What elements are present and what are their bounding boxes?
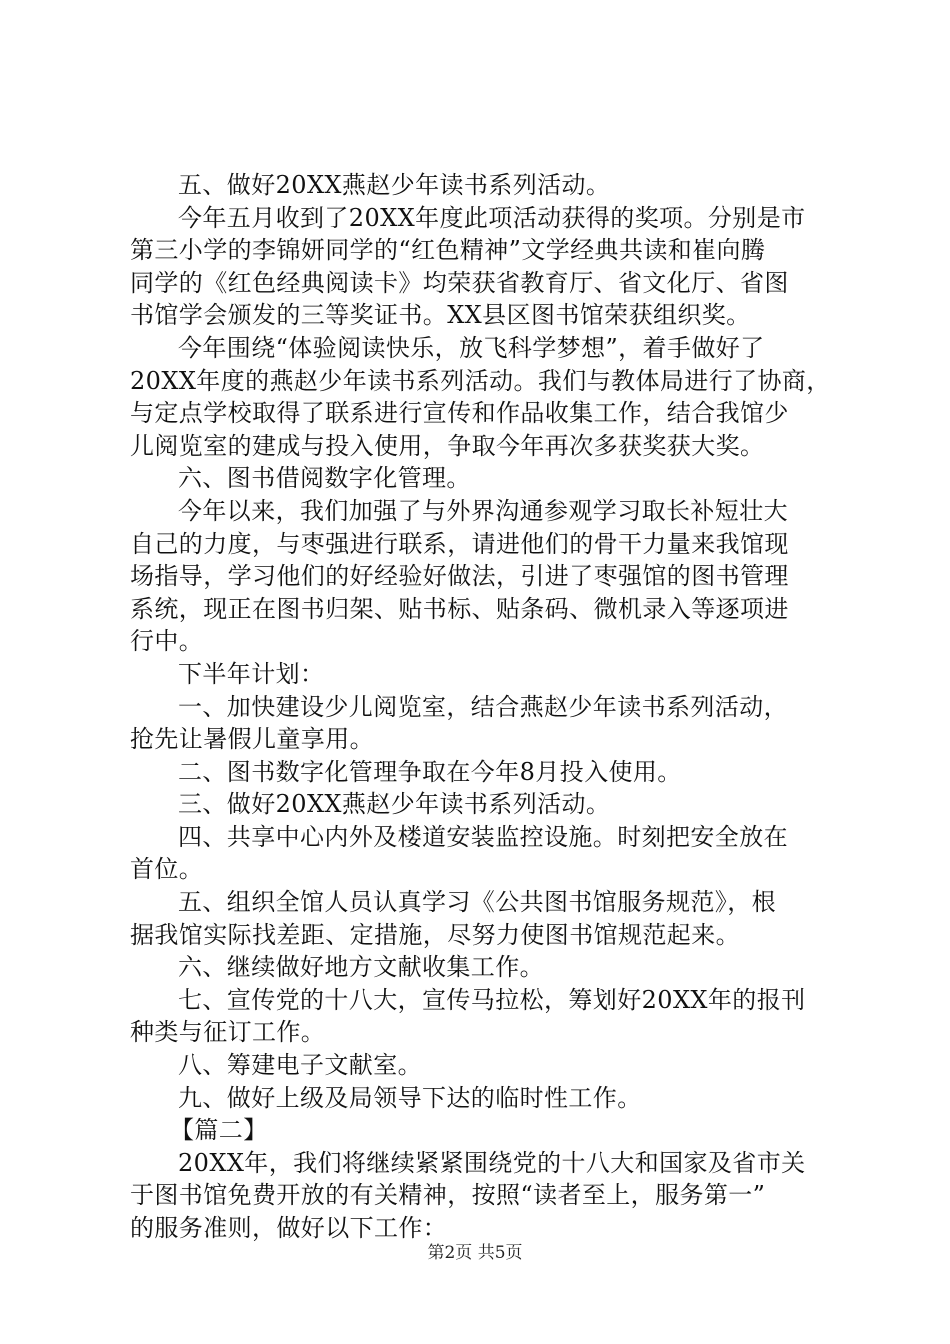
section-heading: 【篇二】: [170, 1116, 268, 1145]
text-line: 二、图书数字化管理争取在今年8月投入使用。: [178, 757, 682, 786]
text-line: 据我馆实际找差距、定措施，尽努力使图书馆规范起来。: [130, 920, 740, 949]
text-line: 系统，现正在图书归架、贴书标、贴条码、微机录入等逐项进: [130, 594, 789, 623]
text-line: 儿阅览室的建成与投入使用，争取今年再次多获奖获大奖。: [130, 431, 765, 460]
text-line: 20XX年，我们将继续紧紧围绕党的十八大和国家及省市关: [178, 1148, 806, 1177]
text-line: 今年围绕“体验阅读快乐，放飞科学梦想”，着手做好了: [178, 333, 765, 362]
text-line: 与定点学校取得了联系进行宣传和作品收集工作，结合我馆少: [130, 399, 789, 428]
text-line: 场指导，学习他们的好经验好做法，引进了枣强馆的图书管理: [130, 562, 789, 591]
text-line: 下半年计划：: [178, 659, 325, 688]
text-line: 八、筹建电子文献室。: [178, 1051, 422, 1080]
text-line: 于图书馆免费开放的有关精神，按照“读者至上，服务第一”: [130, 1181, 766, 1210]
text-line: 第三小学的李锦妍同学的“红色精神”文学经典共读和崔向腾: [130, 236, 766, 265]
text-line: 六、图书借阅数字化管理。: [178, 464, 471, 493]
text-line: 的服务准则，做好以下工作：: [130, 1214, 448, 1242]
text-line: 20XX年度的燕赵少年读书系列活动。我们与教体局进行了协商，: [130, 366, 831, 395]
text-line: 种类与征订工作。: [130, 1018, 326, 1047]
text-line: 四、共享中心内外及楼道安装监控设施。时刻把安全放在: [178, 822, 788, 851]
text-line: 今年以来，我们加强了与外界沟通参观学习取长补短壮大: [178, 496, 788, 525]
document-body: [130, 169, 830, 1245]
page-number-footer: 第2页 共5页: [427, 1243, 523, 1263]
text-line: 书馆学会颁发的三等奖证书。XX县区图书馆荣获组织奖。: [130, 301, 751, 330]
text-line: 五、组织全馆人员认真学习《公共图书馆服务规范》，根: [178, 888, 776, 917]
text-line: 首位。: [130, 855, 204, 884]
text-line: 七、宣传党的十八大，宣传马拉松，筹划好20XX年的报刊: [178, 985, 806, 1014]
text-line: 自己的力度，与枣强进行联系，请进他们的骨干力量来我馆现: [130, 529, 789, 558]
text-line: 三、做好20XX燕赵少年读书系列活动。: [178, 790, 611, 819]
text-line: 五、做好20XX燕赵少年读书系列活动。: [178, 171, 611, 199]
text-line: 同学的《红色经典阅读卡》均荣获省教育厅、省文化厅、省图: [130, 268, 789, 297]
text-line: 今年五月收到了20XX年度此项活动获得的奖项。分别是市: [178, 203, 806, 232]
text-line: 六、继续做好地方文献收集工作。: [178, 953, 544, 982]
text-line: 一、加快建设少儿阅览室，结合燕赵少年读书系列活动，: [178, 692, 788, 721]
text-line: 九、做好上级及局领导下达的临时性工作。: [178, 1083, 642, 1112]
text-line: 抢先让暑假儿童享用。: [130, 725, 374, 754]
text-line: 行中。: [130, 627, 204, 656]
